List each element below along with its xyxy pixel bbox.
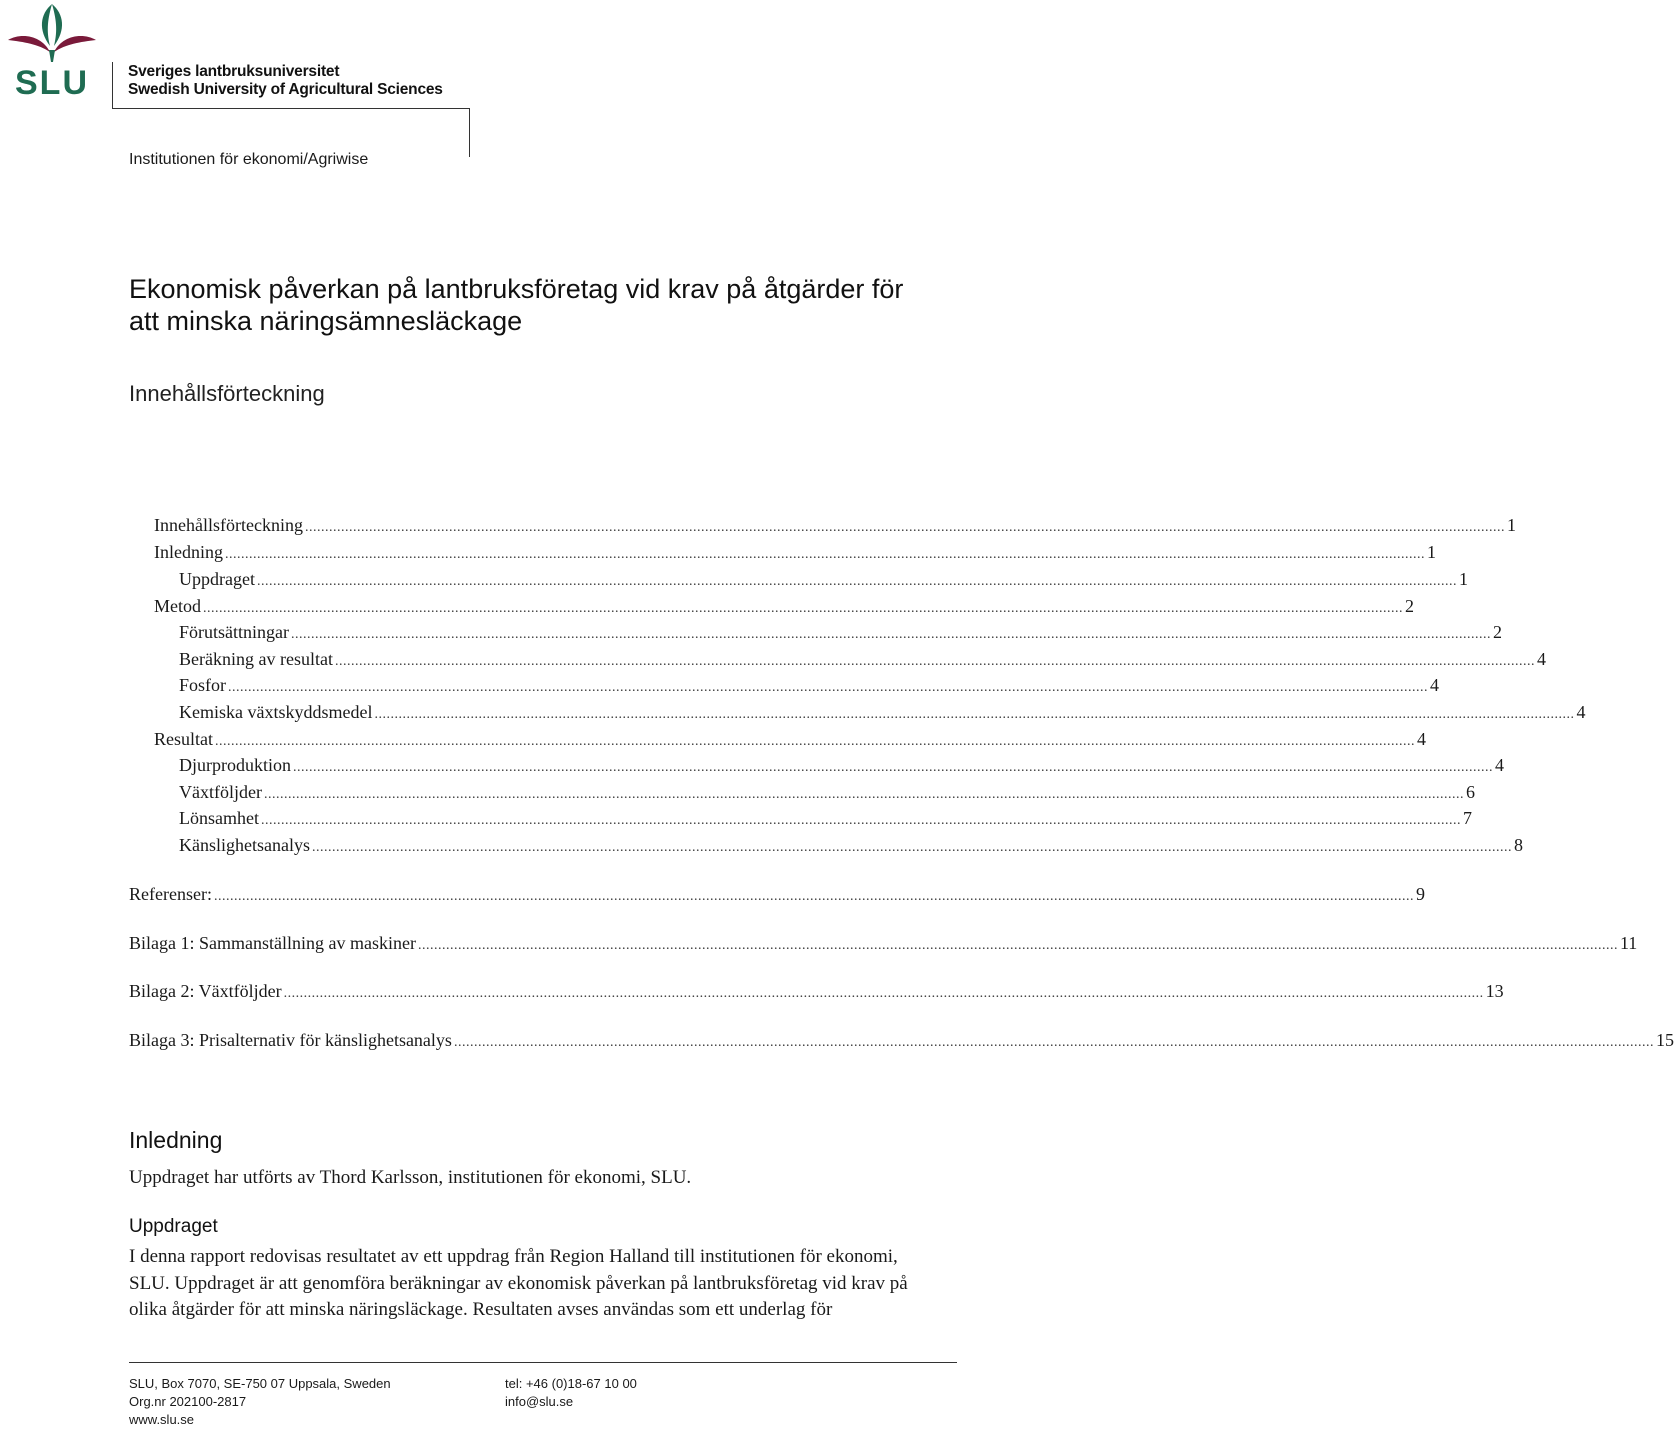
toc-entry-page: 8 xyxy=(1513,835,1523,855)
toc-entry-page: 1 xyxy=(1427,542,1436,562)
toc-leader-dots: ............................................................................................................................................................................................................................................................................................................ xyxy=(203,601,1403,616)
toc-entry[interactable] xyxy=(154,513,1516,537)
toc-leader-dots: ............................................................................................................................................................................................................................................................................................................ xyxy=(213,889,1414,904)
header-divider-vertical-left xyxy=(112,62,113,109)
toc-entry[interactable] xyxy=(179,753,1504,777)
toc-entry-page: 4 xyxy=(1417,729,1426,749)
toc-entry[interactable] xyxy=(129,979,1504,1003)
toc-leader-dots: ............................................................................................................................................................................................................................................................................................................ xyxy=(228,680,1429,695)
footer-address: SLU, Box 7070, SE-750 07 Uppsala, Sweden xyxy=(129,1376,391,1391)
toc-entry-label: Metod xyxy=(154,596,201,616)
document-title-line-1: Ekonomisk påverkan på lantbruksföretag vid krav på åtgärder för xyxy=(129,274,904,304)
university-name-sv: Sveriges lantbruksuniversitet xyxy=(128,63,340,80)
toc-entry-label: Bilaga 2: Växtföljder xyxy=(129,981,282,1001)
toc-entry[interactable] xyxy=(179,647,1546,671)
university-name-en: Swedish University of Agricultural Sciences xyxy=(128,81,443,98)
toc-entry[interactable] xyxy=(154,540,1436,564)
toc-entry-page: 4 xyxy=(1536,649,1546,669)
toc-entry-label: Växtföljder xyxy=(179,782,262,802)
section-heading-inledning: Inledning xyxy=(129,1127,223,1153)
svg-text:SLU: SLU xyxy=(15,64,89,102)
toc-entry-label: Beräkning av resultat xyxy=(179,649,333,669)
toc-leader-dots: ............................................................................................................................................................................................................................................................................................................ xyxy=(291,627,1491,642)
toc-entry-page: 4 xyxy=(1495,755,1504,775)
toc-entry-page: 2 xyxy=(1493,622,1502,642)
toc-entry-label: Bilaga 3: Prisalternativ för känslighetsanalys xyxy=(129,1030,452,1050)
intro-paragraph: Uppdraget har utförts av Thord Karlsson, institutionen för ekonomi, SLU. xyxy=(129,1167,692,1188)
toc-leader-dots: ............................................................................................................................................................................................................................................................................................................ xyxy=(311,840,1512,855)
toc-entry-page: 1 xyxy=(1458,569,1468,589)
toc-entry[interactable] xyxy=(129,882,1425,906)
toc-leader-dots: ............................................................................................................................................................................................................................................................................................................ xyxy=(225,547,1425,562)
toc-entry[interactable] xyxy=(154,594,1414,618)
section-heading-uppdraget: Uppdraget xyxy=(129,1216,218,1237)
toc-entry[interactable] xyxy=(154,727,1426,751)
toc-entry-page: 6 xyxy=(1465,782,1475,802)
toc-entry-page: 11 xyxy=(1619,933,1638,953)
toc-leader-dots: ............................................................................................................................................................................................................................................................................................................ xyxy=(260,813,1461,828)
toc-entry-page: 15 xyxy=(1655,1030,1674,1050)
toc-entry[interactable] xyxy=(129,1028,1674,1052)
toc-leader-dots: ............................................................................................................................................................................................................................................................................................................ xyxy=(293,760,1493,775)
footer-email-link[interactable]: info@slu.se xyxy=(505,1394,574,1409)
toc-entry[interactable] xyxy=(179,620,1502,644)
toc-entry-label: Förutsättningar xyxy=(179,622,289,642)
toc-entry-page: 7 xyxy=(1462,808,1472,828)
toc-entry-label: Lönsamhet xyxy=(179,808,259,828)
header-divider-vertical-right xyxy=(469,109,470,157)
toc-entry[interactable] xyxy=(179,806,1472,830)
toc-entry-page: 4 xyxy=(1430,675,1440,695)
toc-entry-label: Referenser: xyxy=(129,884,212,904)
toc-entry-label: Bilaga 1: Sammanställning av maskiner xyxy=(129,933,416,953)
assignment-paragraph-line-1: I denna rapport redovisas resultatet av ett uppdrag från Region Halland till institutionen för ekonomi, xyxy=(129,1246,898,1267)
toc-entry[interactable] xyxy=(179,673,1440,697)
toc-entry-label: Resultat xyxy=(154,729,213,749)
department-name: Institutionen för ekonomi/Agriwise xyxy=(129,151,369,168)
toc-leader-dots: ............................................................................................................................................................................................................................................................................................................ xyxy=(215,734,1415,749)
toc-entry[interactable] xyxy=(179,567,1468,591)
toc-leader-dots: ............................................................................................................................................................................................................................................................................................................ xyxy=(304,520,1505,535)
footer-phone: tel: +46 (0)18-67 10 00 xyxy=(505,1376,637,1391)
toc-entry[interactable] xyxy=(179,833,1523,857)
assignment-paragraph-line-3: olika åtgärder för att minska näringsläckage. Resultaten avses användas som ett underlag för xyxy=(129,1299,833,1320)
toc-entry-label: Uppdraget xyxy=(179,569,255,589)
toc-entry-label: Kemiska växtskyddsmedel xyxy=(179,702,373,722)
toc-leader-dots: ............................................................................................................................................................................................................................................................................................................ xyxy=(334,654,1535,669)
toc-leader-dots: ............................................................................................................................................................................................................................................................................................................ xyxy=(374,707,1575,722)
toc-entry-page: 1 xyxy=(1506,515,1516,535)
toc-entry-label: Inledning xyxy=(154,542,223,562)
toc-leader-dots: ............................................................................................................................................................................................................................................................................................................ xyxy=(453,1035,1654,1050)
footer-divider xyxy=(129,1362,957,1363)
toc-leader-dots: ............................................................................................................................................................................................................................................................................................................ xyxy=(283,986,1484,1001)
slu-logo xyxy=(2,0,102,100)
toc-heading: Innehållsförteckning xyxy=(129,381,325,406)
toc-entry[interactable] xyxy=(179,780,1475,804)
toc-entry-label: Djurproduktion xyxy=(179,755,291,775)
header-divider-horizontal xyxy=(112,108,470,109)
toc-leader-dots: ............................................................................................................................................................................................................................................................................................................ xyxy=(417,938,1618,953)
toc-entry-page: 13 xyxy=(1485,981,1504,1001)
toc-leader-dots: ............................................................................................................................................................................................................................................................................................................ xyxy=(263,787,1464,802)
toc-entry[interactable] xyxy=(129,931,1638,955)
toc-leader-dots: ............................................................................................................................................................................................................................................................................................................ xyxy=(256,574,1457,589)
footer-org-nr: Org.nr 202100-2817 xyxy=(129,1394,247,1409)
toc-entry-label: Innehållsförteckning xyxy=(154,515,303,535)
toc-entry-page: 4 xyxy=(1576,702,1586,722)
toc-entry-label: Fosfor xyxy=(179,675,227,695)
toc-entry-label: Känslighetsanalys xyxy=(179,835,310,855)
footer-web-link[interactable]: www.slu.se xyxy=(129,1412,195,1427)
assignment-paragraph-line-2: SLU. Uppdraget är att genomföra beräkningar av ekonomisk påverkan på lantbruksföretag vid krav på xyxy=(129,1273,908,1294)
toc-entry-page: 9 xyxy=(1415,884,1425,904)
toc-entry-page: 2 xyxy=(1405,596,1414,616)
document-title-line-2: att minska näringsämnesläckage xyxy=(129,306,523,336)
toc-entry[interactable] xyxy=(179,700,1586,724)
